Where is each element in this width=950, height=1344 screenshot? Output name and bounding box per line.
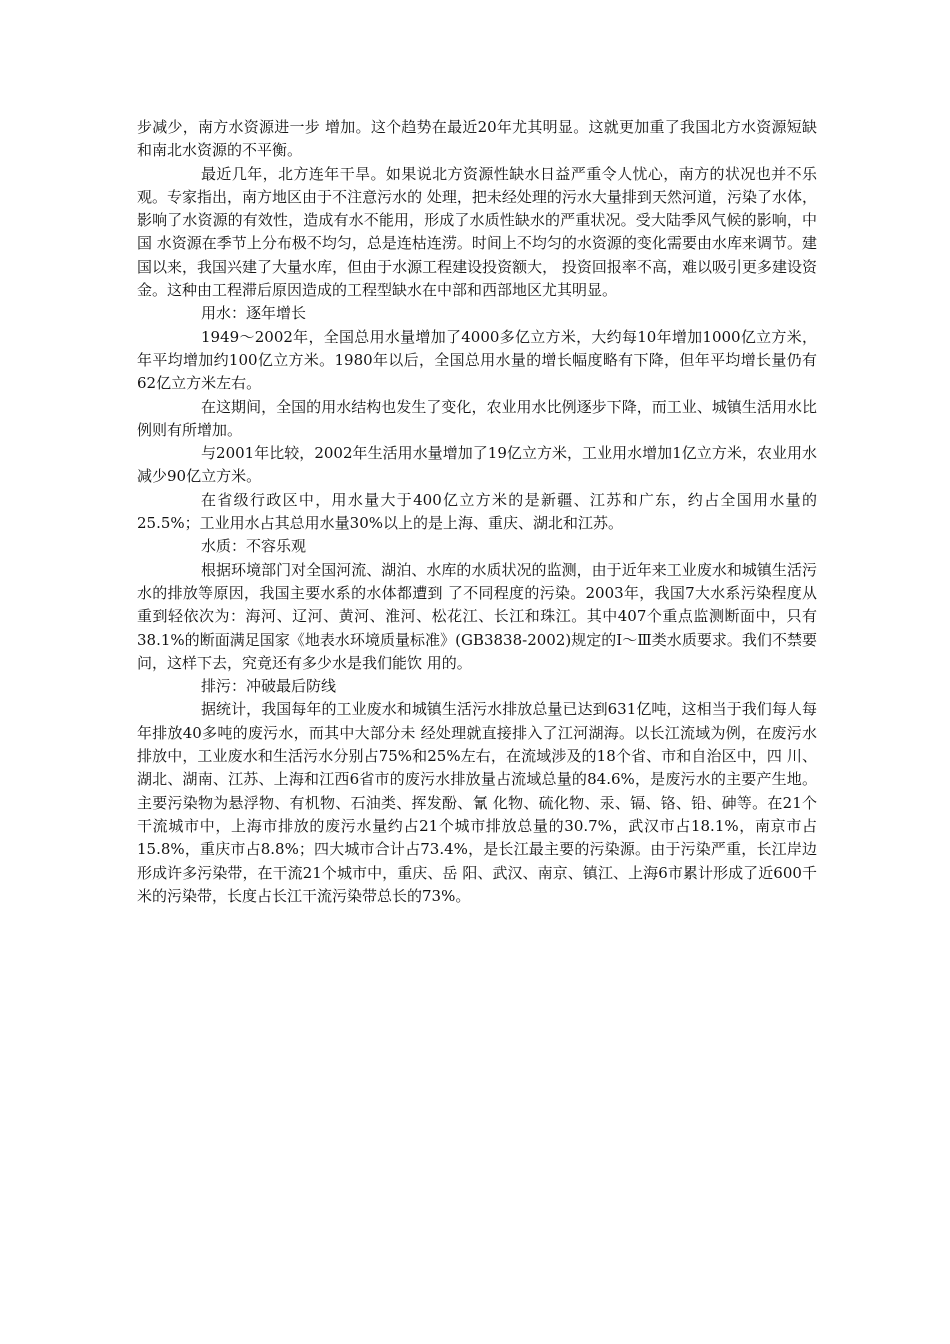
paragraph-water-quality: 根据环境部门对全国河流、湖泊、水库的水质状况的监测，由于近年来工业废水和城镇生活污水的排放等原因，我国主要水系的水体都遭到 了不同程度的污染。2003年，我国7大水系污染程度从重到轻依次为：海河、辽河、黄河、淮河、松花江、长江和珠江。其中407个重点监测断面中，只有 38.1%的断面满足国家《地表水环境质量标准》(GB3838-2002)规定的Ⅰ～Ⅲ类水质要求。我们不禁要问，这样下去，究竟还有多少水是我们能饮 用的。 <box>137 560 817 672</box>
section-heading-water-quality: 水质：不容乐观 <box>201 537 307 556</box>
paragraph-2001-2002-comparison: 与2001年比较，2002年生活用水量增加了19亿立方米，工业用水增加1亿立方米，农业用水减少90亿立方米。 <box>137 444 817 486</box>
paragraph-southern-water: 最近几年，北方连年干旱。如果说北方资源性缺水日益严重令人忧心，南方的状况也并不乐观。专家指出，南方地区由于不注意污水的 处理，把未经处理的污水大量排到天然河道，污染了水体，影响了水资源的有效性，造成有水不能用，形成了水质性缺水的严重状况。受大陆季风气候的影响，中国 水资源在季节上分布极不均匀，总是连枯连涝。时间上不均匀的水资源的变化需要由水库来调节。建国以来，我国兴建了大量水库，但由于水源工程建设投资额大， 投资回报率不高，难以吸引更多建设资金。这种由工程滞后原因造成的工程型缺水在中部和西部地区尤其明显。 <box>137 164 817 300</box>
paragraph-water-use-growth: 1949～2002年，全国总用水量增加了4000多亿立方米，大约每10年增加1000亿立方米，年平均增加约100亿立方米。1980年以后，全国总用水量的增长幅度略有下降，但年平均增长量仍有62亿立方米左右。 <box>137 327 817 393</box>
section-heading-discharge: 排污：冲破最后防线 <box>201 677 337 696</box>
paragraph-provincial-usage: 在省级行政区中，用水量大于400亿立方米的是新疆、江苏和广东，约占全国用水量的25.5%；工业用水占其总用水量30%以上的是上海、重庆、湖北和江苏。 <box>137 490 817 533</box>
paragraph-continuation: 步减少，南方水资源进一步 增加。这个趋势在最近20年尤其明显。这就更加重了我国北方水资源短缺和南北水资源的不平衡。 <box>137 118 817 160</box>
paragraph-discharge: 据统计，我国每年的工业废水和城镇生活污水排放总量已达到631亿吨，这相当于我们每人每年排放40多吨的废污水，而其中大部分未 经处理就直接排入了江河湖海。以长江流域为例，在废污水排放中，工业废水和生活污水分别占75%和25%左右，在流域涉及的18个省、市和自治区中，四 川、湖北、湖南、江苏、上海和江西6省市的废污水排放量占流域总量的84.6%，是废污水的主要产生地。主要污染物为悬浮物、有机物、石油类、挥发酚、氰 化物、硫化物、汞、镉、铬、铅、砷等。在21个干流城市中，上海市排放的废污水量约占21个城市排放总量的30.7%，武汉市占18.1%，南京市占 15.8%，重庆市占8.8%；四大城市合计占73.4%，是长江最主要的污染源。由于污染严重，长江岸边形成许多污染带，在干流21个城市中，重庆、岳 阳、武汉、南京、镇江、上海6市累计形成了近600千米的污染带，长度占长江干流污染带总长的73%。 <box>137 700 817 905</box>
article-body <box>137 116 817 908</box>
paragraph-water-use-structure: 在这期间，全国的用水结构也发生了变化，农业用水比例逐步下降，而工业、城镇生活用水比例则有所增加。 <box>137 397 817 439</box>
section-heading-water-use: 用水：逐年增长 <box>201 304 307 323</box>
